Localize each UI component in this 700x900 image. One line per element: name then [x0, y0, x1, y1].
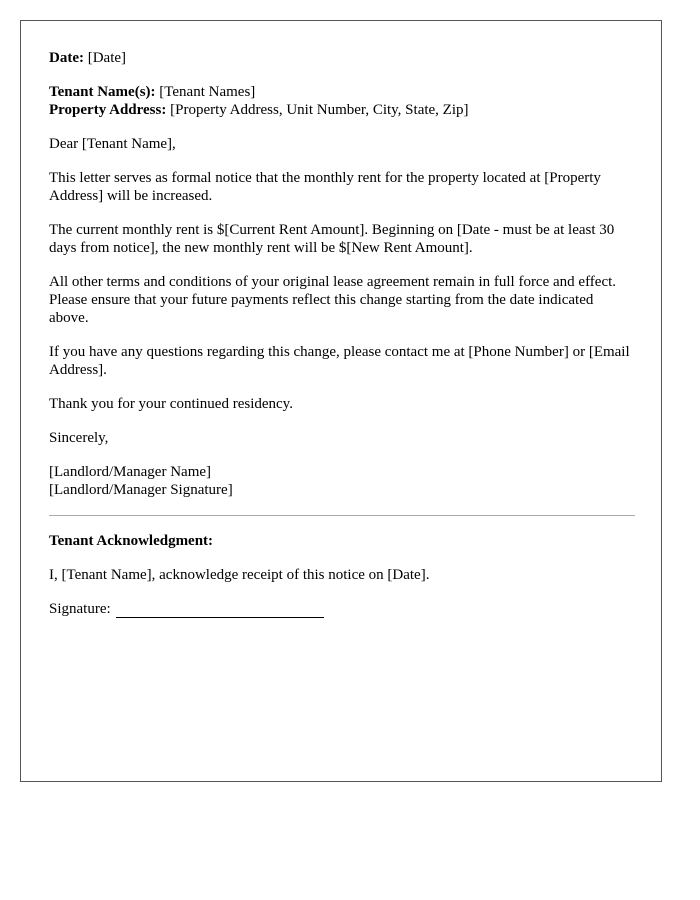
section-divider [49, 515, 635, 516]
letter-body [49, 49, 635, 634]
address-line [49, 101, 635, 119]
signature-label: Signature: [49, 601, 111, 617]
letter-page [20, 20, 662, 782]
lease-terms-paragraph: All other terms and conditions of your original lease agreement remain in full force and effect. Please ensure that your future payments reflect this change starting from the date indicated above. [49, 274, 617, 326]
date-label: Date: [49, 50, 84, 66]
tenant-label: Tenant Name(s): [49, 84, 156, 100]
tenant-signature-line [49, 600, 635, 618]
manager-name: [Landlord/Manager Name] [49, 464, 212, 480]
valediction: Sincerely, [49, 430, 109, 446]
tenant-line [49, 83, 635, 101]
tenant-value: [Tenant Names] [155, 84, 256, 100]
address-value: [Property Address, Unit Number, City, State, Zip] [166, 102, 469, 118]
acknowledgment-heading: Tenant Acknowledgment: [49, 533, 214, 549]
date-value: [Date] [83, 50, 127, 66]
recipient-block [49, 83, 635, 119]
thank-you-paragraph: Thank you for your continued residency. [49, 396, 293, 412]
date-line [49, 49, 635, 67]
signature-block [49, 463, 635, 499]
acknowledgment-statement: I, [Tenant Name], acknowledge receipt of this notice on [Date]. [49, 567, 430, 583]
contact-paragraph: If you have any questions regarding this change, please contact me at [Phone Number] or [Email Address]. [49, 344, 630, 378]
salutation: Dear [Tenant Name], [49, 136, 176, 152]
rent-change-paragraph: The current monthly rent is $[Current Rent Amount]. Beginning on [Date - must be at least 30 days from notice], the new monthly rent will be $[New Rent Amount]. [49, 222, 615, 256]
address-label: Property Address: [49, 102, 167, 118]
manager-signature: [Landlord/Manager Signature] [49, 482, 233, 498]
signature-blank [116, 602, 324, 618]
notice-paragraph: This letter serves as formal notice that the monthly rent for the property located at [Property Address] will be increased. [49, 170, 601, 204]
